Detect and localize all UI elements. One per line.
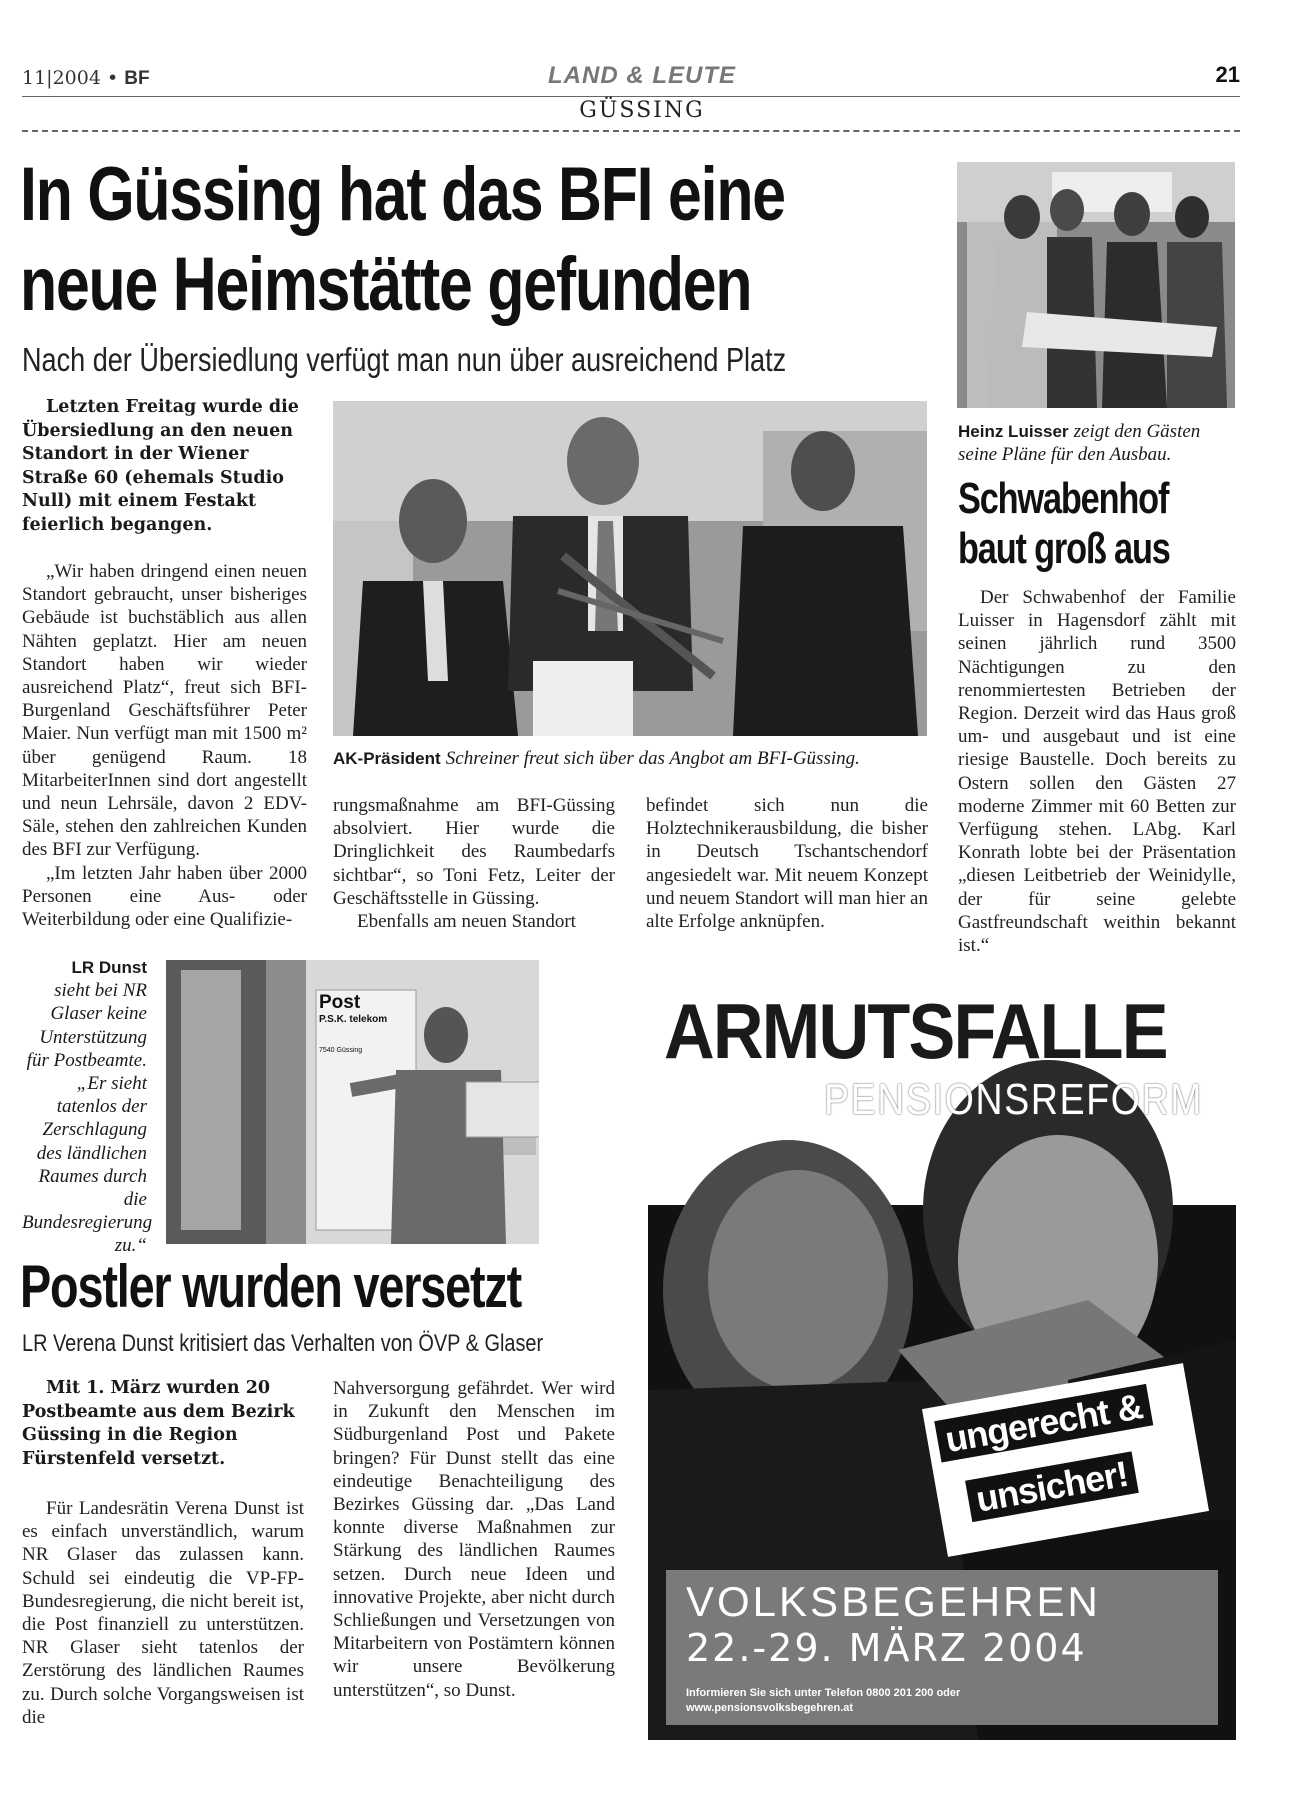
main-col3-p1: befindet sich nun die Holztechnikerausbildung, die bisher in Deutsch Tschantschendorf angesiedelt war. Mit neuem Konzept und neuem Standort will man hier an alte Erfolge anknüpfen. xyxy=(646,795,928,933)
region-title: GÜSSING xyxy=(579,98,705,123)
post-lead: Mit 1. März wurden 20 Postbeamte aus dem Bezirk Güssing in die Region Fürstenfeld versetzt. xyxy=(22,1378,295,1469)
ad-vote-dates: 22.-29. MÄRZ 2004 xyxy=(686,1626,1087,1670)
post-sign-sub: P.S.K. telekom xyxy=(319,1014,388,1025)
caption-name-luisser: Heinz Luisser xyxy=(958,422,1069,441)
schwabenhof-headline-line1: Schwabenhof xyxy=(958,474,1169,523)
post-col1: Für Landesrätin Verena Dunst ist es einfach unverständlich, warum NR Glaser das zulassen kann. Schuld sei eindeutig die VP-FP-Bundesregierung, die nicht bereit ist, die Post finanziell zu unterstützen. NR Glaser sieht tatenlos der Zerstörung des ländlichen Raumes zu. Durch solche Vorgangsweisen ist die xyxy=(22,1498,304,1728)
bfi-photo xyxy=(333,401,927,736)
main-headline-line2: neue Heimstätte gefunden xyxy=(20,242,752,327)
ad-info-line2: www.pensionsvolksbegehren.at xyxy=(686,1702,854,1714)
main-lead: Letzten Freitag wurde die Übersiedlung an den neuen Standort in der Wiener Straße 60 (ehemals Studio Null) mit einem Festakt feierlich begangen. xyxy=(22,397,299,535)
armutsfalle-ad xyxy=(648,960,1236,1740)
caption-name-ak: AK-Präsident xyxy=(333,749,441,768)
ad-sticker-line1: ungerecht & xyxy=(934,1384,1153,1463)
main-col1 xyxy=(22,560,307,931)
bullet: • xyxy=(106,67,119,89)
post-photo-caption xyxy=(22,956,153,1258)
post-subheadline: LR Verena Dunst kritisiert das Verhalten von ÖVP & Glaser xyxy=(22,1330,544,1357)
schwabenhof-headline-line2: baut groß aus xyxy=(958,524,1170,573)
ad-vote-title: VOLKSBEGEHREN xyxy=(686,1578,1101,1625)
main-col2-p2: Ebenfalls am neuen Standort xyxy=(357,911,576,933)
main-col2 xyxy=(333,794,615,933)
schwabenhof-body: Der Schwabenhof der Familie Luisser in Hagensdorf zählt mit seinen jährlich rund 3500 Nächtigungen zu den renommiertesten Betrieben der Region. Derzeit wird das Haus groß um- und ausgebaut und ist eine riesige Baustelle. Doch bereits zu Ostern sollen den Gästen 27 moderne Zimmer mit 60 Betten zur Verfügung stehen. LAbg. Karl Konrath lobte bei der Präsentation „diesen Leitbetrieb der Weinidylle, der für seine gelebte Gastfreundschaft weithin bekannt ist.“ xyxy=(958,587,1236,957)
paper-name: BF xyxy=(124,68,150,89)
schwabenhof-photo-image xyxy=(957,162,1235,408)
main-col1-p1: „Wir haben dringend einen neuen Standort gebraucht, unser bisheriges Gebäude ist buchstäblich aus allen Nähten geplatzt. Hier am neuen Standort haben wir wieder ausreichend Platz“, freut sich BFI-Burgenland Geschäftsführer Peter Maier. Nun verfügt man mit 1500 m² über genügend Raum. 18 MitarbeiterInnen sind dort angestellt und neun Lehrsäle, davon 2 EDV-Säle, stehen den zahlreichen Kunden des BFI zur Verfügung. xyxy=(22,561,307,861)
issue-label xyxy=(22,67,150,90)
post-photo xyxy=(166,960,539,1244)
schwabenhof-photo xyxy=(957,162,1235,408)
ad-title: ARMUTSFALLE xyxy=(664,987,1167,1075)
page-number: 21 xyxy=(1215,62,1240,87)
caption-text-ak: Schreiner freut sich über das Angbot am BFI-Güssing. xyxy=(445,748,860,769)
issue-number: 11|2004 xyxy=(22,67,101,89)
header-rule xyxy=(22,96,1240,97)
ad-subtitle: PENSIONSREFORM xyxy=(824,1075,1204,1124)
main-subheadline: Nach der Übersiedlung verfügt man nun über ausreichend Platz xyxy=(22,341,787,378)
main-col2-p1: rungsmaßnahme am BFI-Güssing absolviert. Hier wurde die Dringlichkeit des Raumbedarfs sichtbar“, so Toni Fetz, Leiter der Geschäftsstelle in Güssing. xyxy=(333,795,615,909)
post-col2: Nahversorgung gefährdet. Wer wird in Zukunft den Menschen im Südburgenland Post und Pakete bringen? Für Dunst stellt das eine eindeutige Benachteiligung des Bezirkes Güssing dar. „Das Land konnte diverse Maßnahmen zur Stärkung des ländlichen Raumes setzen. Durch neue Ideen und innovative Projekte, aber nicht durch Schließungen und Versetzungen von Mitarbeitern von Postämtern können wir unsere Bevölkerung unterstützen“, so Dunst. xyxy=(333,1378,615,1701)
caption-name-dunst: LR Dunst xyxy=(71,958,147,977)
main-headline xyxy=(20,150,785,330)
post-sign-title: Post xyxy=(319,992,361,1013)
post-sign xyxy=(319,992,414,1054)
ad-sticker-line2: unsicher! xyxy=(965,1451,1139,1522)
post-headline: Postler wurden versetzt xyxy=(20,1253,522,1320)
main-col1-p2: „Im letzten Jahr haben über 2000 Personen eine Aus- oder Weiterbildung oder eine Qualifizie- xyxy=(22,862,307,931)
ad-vote-box xyxy=(666,1570,1218,1725)
post-sign-line: 7540 Güssing xyxy=(319,1047,363,1054)
ad-info xyxy=(686,1686,960,1716)
bfi-photo-caption xyxy=(333,748,933,770)
page-header xyxy=(22,58,1240,123)
schwabenhof-headline xyxy=(958,474,1170,574)
section-title: LAND & LEUTE xyxy=(548,62,736,89)
main-headline-line1: In Güssing hat das BFI eine xyxy=(20,152,785,237)
caption-text-dunst: sieht bei NR Glaser keine Unterstützung für Postbeamte. „Er sieht tatenlos der Zerschlagung des ländlichen Raumes durch die Bundesregierung zu.“ xyxy=(22,980,153,1257)
main-col3 xyxy=(646,794,928,933)
caption-text-luisser: zeigt den Gästen seine Pläne für den Ausbau. xyxy=(958,421,1201,465)
bfi-photo-image xyxy=(333,401,927,736)
header-dashed-rule xyxy=(22,130,1240,132)
schwabenhof-photo-caption xyxy=(958,420,1228,466)
ad-info-line1: Informieren Sie sich unter Telefon 0800 201 200 oder xyxy=(686,1687,961,1699)
